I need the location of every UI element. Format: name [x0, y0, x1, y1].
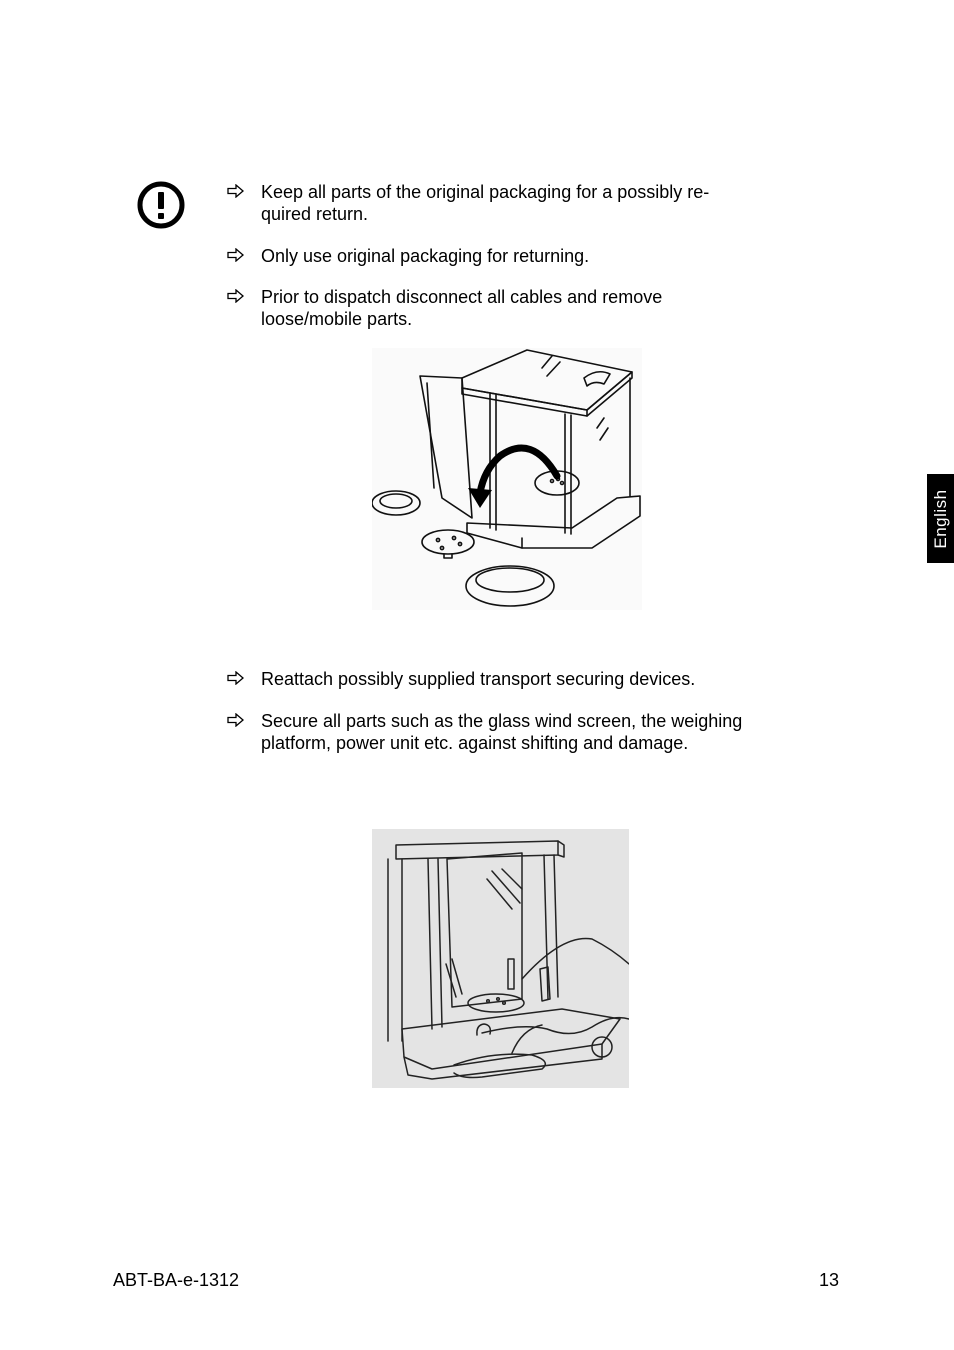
bullet-text: Reattach possibly supplied transport securing devices. [261, 669, 696, 689]
hollow-right-arrow-icon [227, 289, 245, 303]
hollow-right-arrow-icon [227, 671, 245, 685]
language-tab [927, 474, 954, 563]
bullet-text: Keep all parts of the original packaging for a possibly re- quired return. [261, 182, 710, 224]
exclamation-circle-icon [136, 180, 186, 230]
footer-page-number: 13 [819, 1270, 840, 1290]
hollow-right-arrow-icon [227, 184, 245, 198]
hollow-right-arrow-icon [227, 713, 245, 727]
balance-disassembly-illustration [372, 348, 642, 610]
hollow-right-arrow-icon [227, 248, 245, 262]
bullet-text: Secure all parts such as the glass wind screen, the weighing platform, power unit etc. against shifting and damage. [261, 711, 743, 753]
balance-carrying-illustration [372, 829, 629, 1088]
bullet-text: Only use original packaging for returning. [261, 246, 590, 266]
bullet-text: Prior to dispatch disconnect all cables and remove loose/mobile parts. [261, 287, 663, 329]
language-tab-label: English [930, 488, 950, 549]
footer-doc-id: ABT-BA-e-1312 [113, 1270, 240, 1290]
